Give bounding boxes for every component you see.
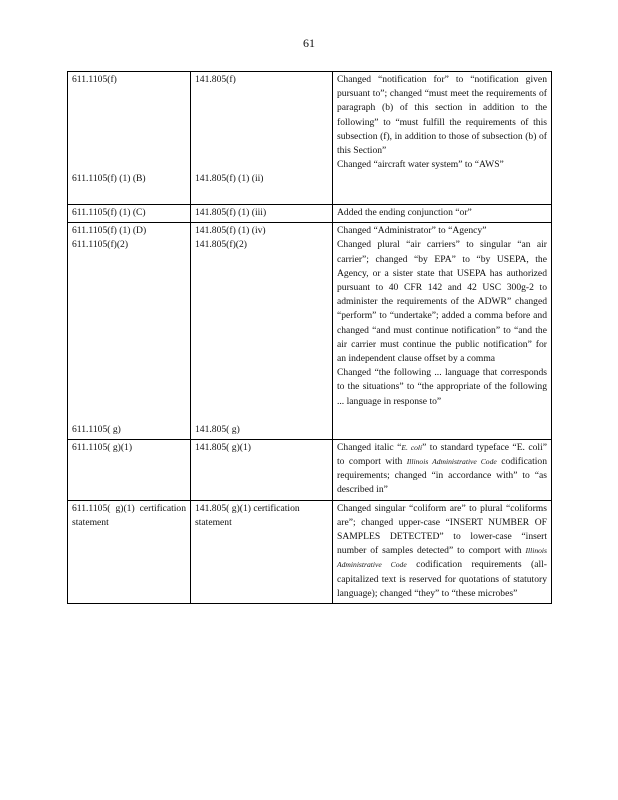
change-description: Changed “the following ... language that corresponds to the situations” to “the appropriate of the following ... language in response to” [337,367,547,407]
table-row [68,223,552,440]
illinois-section-cell [68,500,191,603]
description-cell [333,439,552,500]
cfr-section-cell [191,439,333,500]
illinois-section: 611.1105(f) (1) (B) [72,173,146,185]
illinois-section: 611.1105(f) (1) (C) [72,207,146,218]
illinois-section: 611.1105(f) [72,74,117,85]
change-description: Changed singular “coliform are” to plural “coliforms are”; changed upper-case “INSERT NUMBER OF SAMPLES DETECTED” to lower-case “insert number of samples detected” to comport with Illinois Administrative Code codification requirements (all-capitalized text is reserved for quotations of statutory language); changed “they” to “these microbes” [337,502,547,599]
description-cell [333,205,552,223]
italic-code-title: Illinois Administrative Code [406,457,497,467]
cfr-section: 141.805(f) (1) (iv) [195,225,266,237]
page-number: 61 [303,36,315,50]
change-description: Changed plural “air carriers” to singular “an air carrier”; changed “by EPA” to “by USEPA, the Agency, or a sister state that USEPA has authorized pursuant to 40 CFR 142 and 42 USC 300g-2 to administer the requirements of the ADWR” changed “perform” to “undertake”; added a comma before and changed “and must continue notification” to “and the air carrier must continue the public notification” for an independent clause offset by a comma [337,239,547,365]
illinois-section: 611.1105( g) [72,423,121,435]
illinois-section: 611.1105( g)(1) [72,441,133,453]
cfr-section: 141.805(f) [195,74,236,85]
illinois-section-cell [68,72,191,205]
illinois-section-cell [68,439,191,500]
illinois-section: 611.1105(f) (1) (D) [72,225,147,237]
italic-term: E. coli [401,442,423,452]
italic-code-title: Illinois Administrative Code [337,546,547,570]
cfr-section: 141.805( g) [195,423,240,435]
illinois-section-cell [68,205,191,223]
cfr-section-cell [191,500,333,603]
illinois-section-cell [68,223,191,440]
cfr-section: 141.805( g)(1) [195,441,251,453]
table-row [68,500,552,603]
description-cell [333,500,552,603]
illinois-section: 611.1105( g)(1) certification statement [72,502,186,528]
cfr-section: 141.805( g)(1) certification statement [195,502,300,528]
illinois-section: 611.1105(f)(2) [72,239,129,251]
change-description: Changed italic “E. coli” to standard typeface “E. coli” to comport with Illinois Administrative Code codification requirements; changed “in accordance with” to “as described in” [337,441,548,496]
cfr-section-cell [191,223,333,440]
description-cell [333,72,552,205]
change-description: Changed “aircraft water system” to “AWS” [337,159,504,171]
cfr-section-cell [191,72,333,205]
change-description: Changed “notification for” to “notification given pursuant to”; changed “must meet the requirements of paragraph (b) of this section in addition to the following” to “must fulfill the requirements of this subsection (f), in addition to those of subsection (b) of this Section” [337,74,547,157]
table-row [68,72,552,205]
description-cell [333,223,552,440]
amendment-table [67,71,552,604]
change-description: Added the ending conjunction “or” [337,207,472,218]
cfr-section: 141.805(f) (1) (ii) [195,173,264,185]
change-description: Changed “Administrator” to “Agency” [337,225,487,237]
cfr-section: 141.805(f) (1) (iii) [195,207,267,218]
cfr-section-cell [191,205,333,223]
table-row [68,439,552,500]
table-row [68,205,552,223]
cfr-section: 141.805(f)(2) [195,239,247,251]
